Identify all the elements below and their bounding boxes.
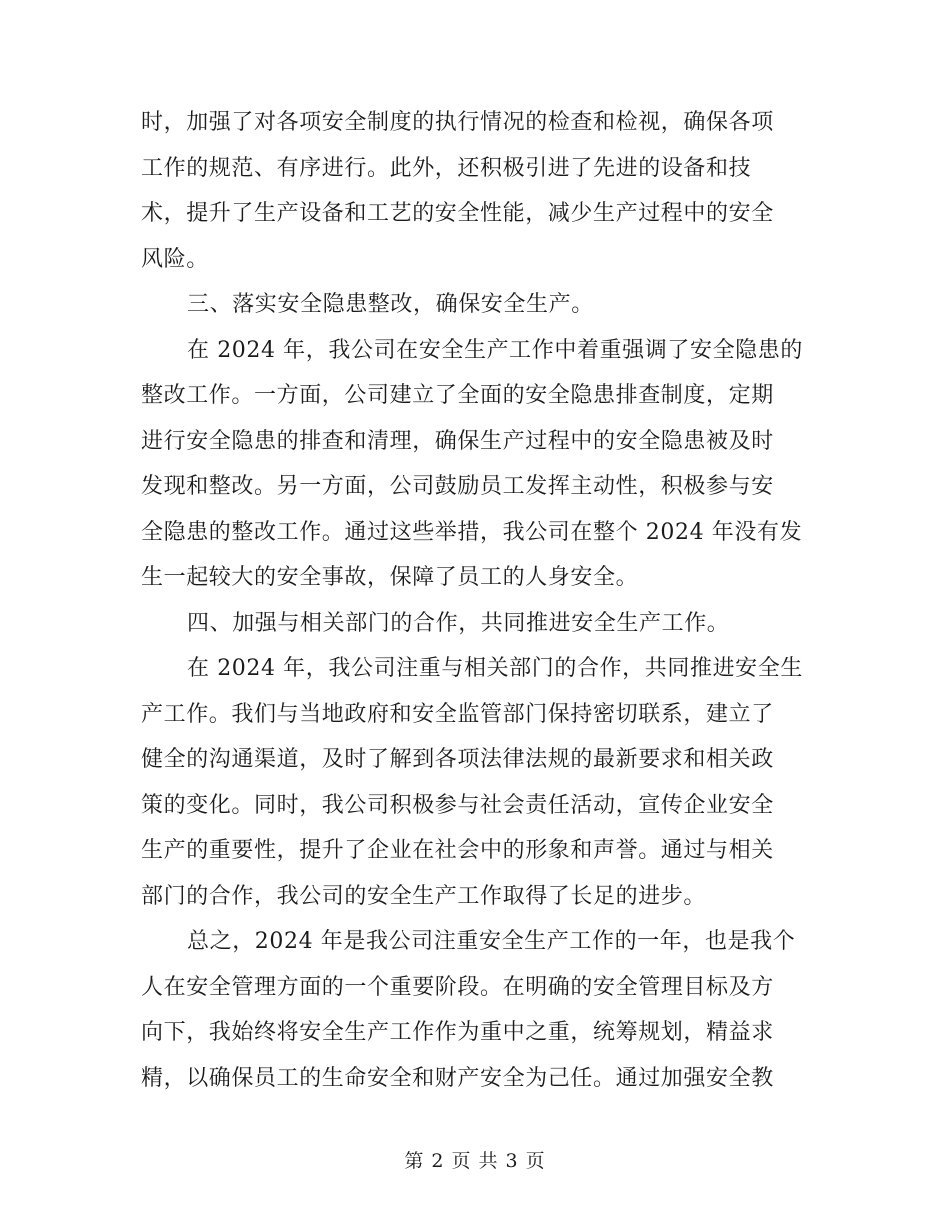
section-heading-4	[141, 601, 811, 647]
text-line: 进行安全隐患的排查和清理，确保生产过程中的安全隐患被及时	[141, 428, 774, 454]
heading-line: 四、加强与相关部门的合作，共同推进安全生产工作。	[187, 610, 730, 636]
text-line: 部门的合作，我公司的安全生产工作取得了长足的进步。	[141, 883, 707, 909]
text-line: 术，提升了生产设备和工艺的安全性能，减少生产过程中的安全	[141, 201, 774, 226]
text-line: 整改工作。一方面，公司建立了全面的安全隐患排查制度，定期	[141, 383, 774, 408]
text-line: 发现和整改。另一方面，公司鼓励员工发挥主动性，积极参与安	[141, 474, 774, 499]
section-heading-3	[141, 282, 811, 328]
text-line: 向下，我始终将安全生产工作作为重中之重，统筹规划，精益求	[141, 1020, 774, 1045]
paragraph-1	[141, 100, 811, 282]
text-line: 精，以确保员工的生命安全和财产安全为己任。通过加强安全教	[141, 1065, 774, 1091]
text-line: 时，加强了对各项安全制度的执行情况的检查和检视，确保各项	[141, 110, 774, 135]
paragraph-5	[141, 646, 811, 919]
text-line: 生一起较大的安全事故，保障了员工的人身安全。	[141, 565, 639, 590]
text-line: 风险。	[141, 246, 209, 272]
paragraph-6	[141, 919, 811, 1101]
heading-line: 三、落实安全隐患整改，确保安全生产。	[187, 292, 594, 317]
text-line: 健全的沟通渠道，及时了解到各项法律法规的最新要求和相关政	[141, 747, 774, 772]
text-line: 产工作。我们与当地政府和安全监管部门保持密切联系，建立了	[141, 701, 774, 727]
text-line: 工作的规范、有序进行。此外，还积极引进了先进的设备和技	[141, 155, 752, 181]
text-line: 在 2024 年，我公司注重与相关部门的合作，共同推进安全生	[187, 656, 803, 681]
text-line: 策的变化。同时，我公司积极参与社会责任活动，宣传企业安全	[141, 792, 774, 818]
text-line: 全隐患的整改工作。通过这些举措，我公司在整个 2024 年没有发	[141, 519, 803, 545]
document-body	[141, 100, 811, 1101]
text-line: 生产的重要性，提升了企业在社会中的形象和声誉。通过与相关	[141, 838, 774, 863]
text-line: 人在安全管理方面的一个重要阶段。在明确的安全管理目标及方	[141, 974, 774, 1000]
paragraph-3	[141, 328, 811, 601]
text-line: 在 2024 年，我公司在安全生产工作中着重强调了安全隐患的	[187, 337, 803, 363]
page-number-footer: 第 2 页 共 3 页	[404, 1150, 546, 1172]
text-line: 总之，2024 年是我公司注重安全生产工作的一年，也是我个	[187, 929, 796, 954]
